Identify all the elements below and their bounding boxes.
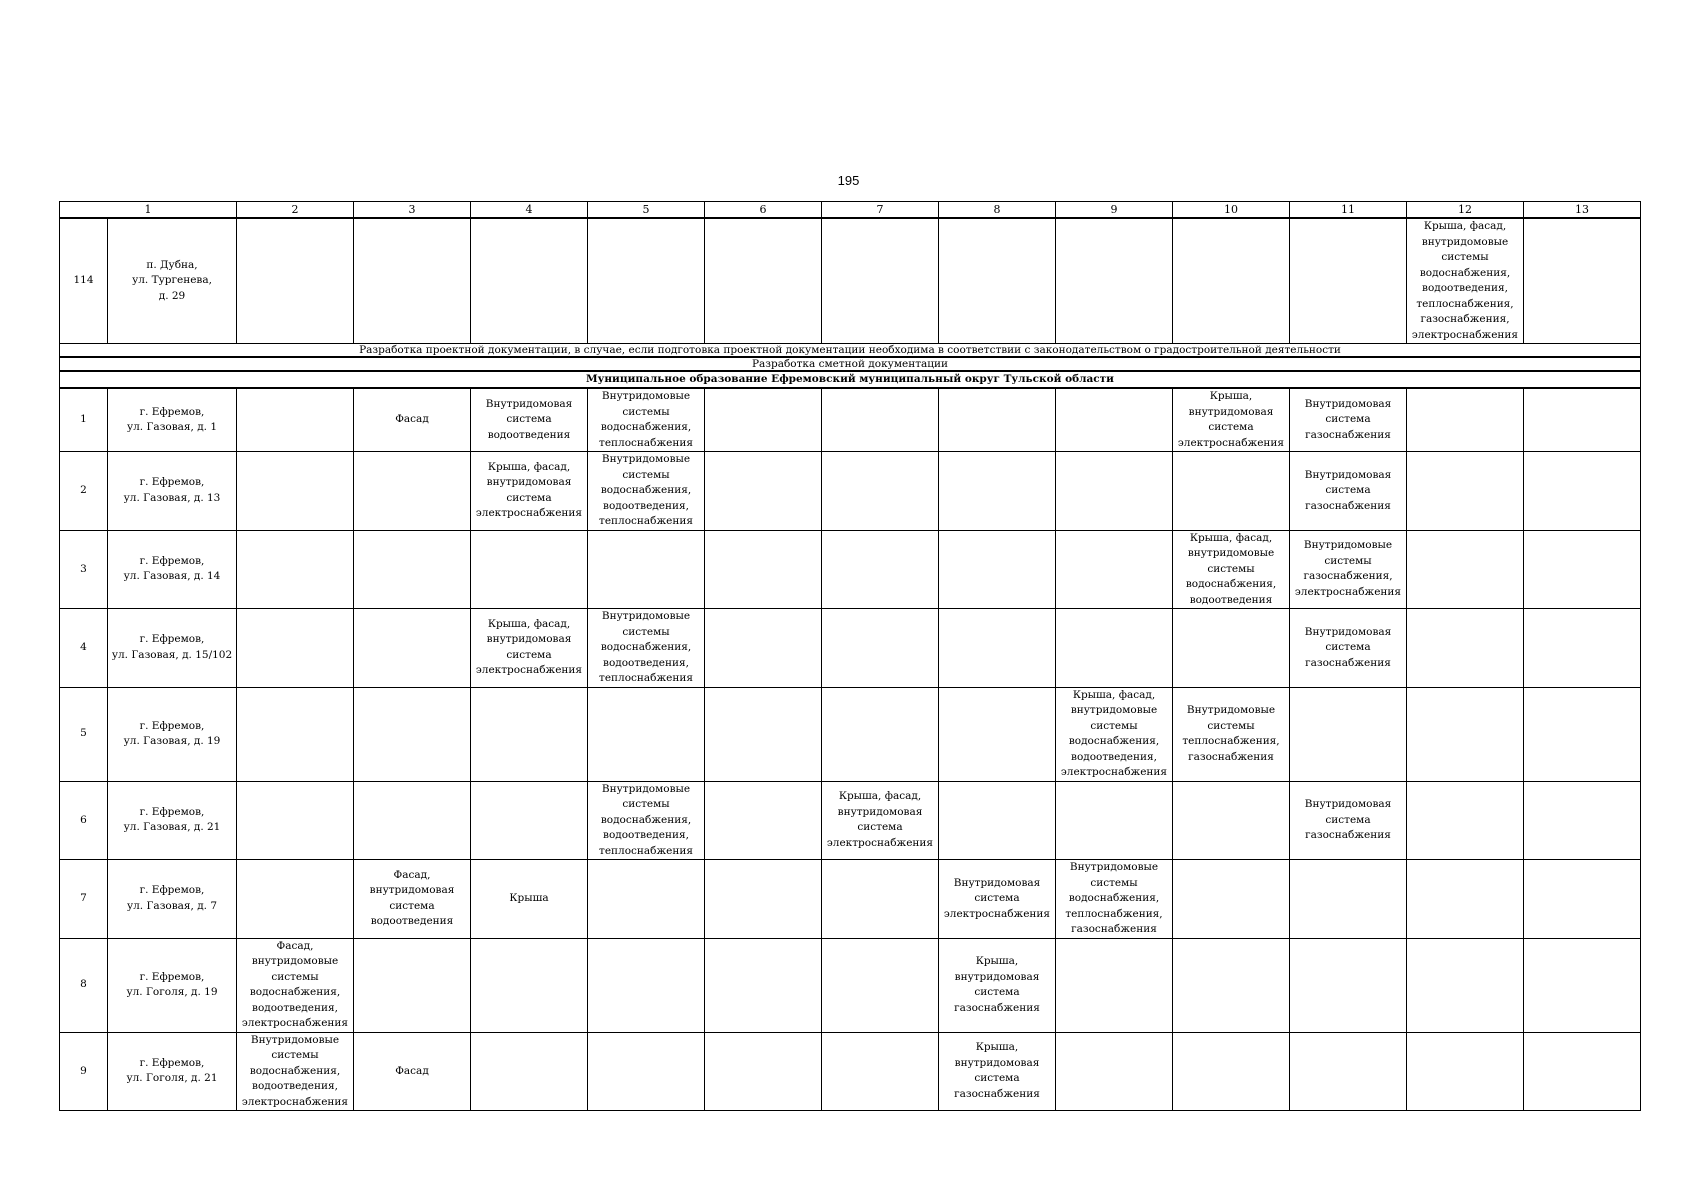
address-cell	[108, 388, 237, 452]
work-cell-col-13	[1524, 860, 1641, 939]
column-header-3: 3	[354, 202, 471, 219]
cell-text: Крыша, фасад, внутридомовая система электроснабжения	[475, 617, 583, 677]
row-number: 8	[60, 938, 108, 1032]
cell-text: г. Ефремов, ул. Газовая, д. 1	[126, 405, 218, 433]
cell-text: г. Ефремов, ул. Газовая, д. 15/102	[111, 633, 233, 661]
table-row	[60, 609, 1641, 688]
work-cell-col-11	[1290, 218, 1407, 344]
work-cell-col-6	[705, 218, 822, 344]
work-cell-col-12	[1407, 452, 1524, 531]
work-cell-col-2	[237, 1032, 354, 1111]
cell-text: Фасад, внутридомовые системы водоснабжения, водоотведения, электроснабжения	[241, 939, 349, 1029]
work-cell-col-3	[354, 1032, 471, 1111]
work-cell-col-6	[705, 938, 822, 1032]
work-cell-col-13	[1524, 781, 1641, 860]
work-cell-col-8	[939, 452, 1056, 531]
work-cell-col-2	[237, 388, 354, 452]
address-cell	[108, 781, 237, 860]
page-number: 195	[837, 173, 860, 188]
work-cell-col-9	[1056, 218, 1173, 344]
work-cell-col-10	[1173, 388, 1290, 452]
work-cell-col-6	[705, 530, 822, 609]
column-header-13: 13	[1524, 202, 1641, 219]
work-cell-col-3	[354, 687, 471, 781]
work-cell-col-5	[588, 860, 705, 939]
address-cell	[108, 218, 237, 344]
work-cell-col-4	[471, 609, 588, 688]
work-cell-col-9	[1056, 530, 1173, 609]
work-cell-col-11	[1290, 938, 1407, 1032]
work-cell-col-12	[1407, 860, 1524, 939]
column-header-8: 8	[939, 202, 1056, 219]
cell-text: Внутридомовые системы газоснабжения, электроснабжения	[1294, 539, 1402, 598]
work-cell-col-4	[471, 938, 588, 1032]
work-cell-col-3	[354, 609, 471, 688]
table-row-114	[60, 218, 1641, 344]
work-cell-col-13	[1524, 452, 1641, 531]
cell-text: Внутридомовые системы водоснабжения, водоотведения, теплоснабжения	[599, 782, 693, 857]
work-cell-col-10	[1173, 781, 1290, 860]
cell-text: Внутридомовые системы водоснабжения, водоотведения, теплоснабжения	[599, 610, 693, 684]
work-cell-col-10	[1173, 687, 1290, 781]
work-cell-col-2	[237, 860, 354, 939]
table-row	[60, 860, 1641, 939]
cell-text: Внутридомовые системы водоснабжения, теплоснабжения	[599, 390, 693, 449]
row-number: 5	[60, 687, 108, 781]
work-cell-col-8	[939, 218, 1056, 344]
work-cell-col-13	[1524, 687, 1641, 781]
address-cell	[108, 938, 237, 1032]
work-cell-col-11	[1290, 1032, 1407, 1111]
work-cell-col-8	[939, 388, 1056, 452]
cell-text: Внутридомовые системы водоснабжения, водоотведения, электроснабжения	[241, 1033, 349, 1108]
work-cell-col-11	[1290, 687, 1407, 781]
work-cell-col-11	[1290, 452, 1407, 531]
work-cell-col-6	[705, 388, 822, 452]
section-design-documentation	[60, 344, 1641, 358]
work-cell-col-5	[588, 687, 705, 781]
work-cell-col-2	[237, 781, 354, 860]
work-cell-col-11	[1290, 860, 1407, 939]
work-cell-col-4	[471, 781, 588, 860]
cell-text: г. Ефремов, ул. Газовая, д. 7	[126, 884, 218, 912]
work-cell-col-6	[705, 860, 822, 939]
column-header-2: 2	[237, 202, 354, 219]
work-cell-col-7	[822, 452, 939, 531]
column-header-10: 10	[1173, 202, 1290, 219]
cell-text: Фасад, внутридомовая система водоотведения	[369, 868, 455, 928]
section-estimate-documentation-text: Разработка сметной документации	[60, 357, 1641, 371]
work-cell-col-7	[822, 781, 939, 860]
work-cell-col-9	[1056, 860, 1173, 939]
work-cell-col-8	[939, 1032, 1056, 1111]
column-header-9: 9	[1056, 202, 1173, 219]
cell-text: Внутридомовая система газоснабжения	[1304, 798, 1392, 841]
work-cell-col-6	[705, 452, 822, 531]
work-cell-col-8	[939, 530, 1056, 609]
work-cell-col-2	[237, 452, 354, 531]
work-cell-col-12	[1407, 609, 1524, 688]
address-cell	[108, 530, 237, 609]
cell-text: Внутридомовые системы теплоснабжения, газоснабжения	[1182, 704, 1280, 763]
work-cell-col-11	[1290, 781, 1407, 860]
cell-text: г. Ефремов, ул. Гоголя, д. 21	[126, 1056, 218, 1085]
cell-text: Крыша, фасад, внутридомовая система электроснабжения	[475, 460, 583, 520]
work-cell-col-10	[1173, 530, 1290, 609]
table-row	[60, 781, 1641, 860]
work-cell-col-2	[237, 938, 354, 1032]
work-cell-col-4	[471, 530, 588, 609]
cell-text: г. Ефремов, ул. Гоголя, д. 19	[126, 970, 218, 998]
column-header-row	[60, 202, 1641, 219]
work-cell-col-8	[939, 938, 1056, 1032]
table-body	[60, 202, 1641, 1111]
cell-text: г. Ефремов, ул. Газовая, д. 19	[123, 719, 221, 747]
capital-repair-plan-table	[59, 201, 1641, 1111]
cell-text: Крыша, внутридомовая система газоснабжения	[954, 955, 1040, 1014]
work-cell-col-4	[471, 218, 588, 344]
work-cell-col-9	[1056, 938, 1173, 1032]
work-cell-col-2	[237, 218, 354, 344]
work-cell-col-4	[471, 687, 588, 781]
column-header-11: 11	[1290, 202, 1407, 219]
work-cell-col-12	[1407, 388, 1524, 452]
cell-text: Внутридомовая система газоснабжения	[1304, 468, 1392, 512]
work-cell-col-7	[822, 530, 939, 609]
work-cell-col-9	[1056, 687, 1173, 781]
cell-text: Крыша, фасад, внутридомовые системы водоснабжения, водоотведения, электроснабжения	[1060, 688, 1168, 778]
column-header-7: 7	[822, 202, 939, 219]
table-row	[60, 530, 1641, 609]
cell-text: г. Ефремов, ул. Газовая, д. 14	[123, 554, 221, 583]
work-cell-col-7	[822, 938, 939, 1032]
work-cell-col-4	[471, 452, 588, 531]
section-municipality-title-text: Муниципальное образование Ефремовский муниципальный округ Тульской области	[60, 371, 1641, 388]
column-header-4: 4	[471, 202, 588, 219]
cell-text: Внутридомовая система газоснабжения	[1304, 397, 1392, 441]
work-cell-col-9	[1056, 781, 1173, 860]
work-cell-col-12	[1407, 530, 1524, 609]
work-cell-col-12	[1407, 938, 1524, 1032]
work-cell-col-12	[1407, 687, 1524, 781]
work-cell-col-6	[705, 781, 822, 860]
row-number: 6	[60, 781, 108, 860]
work-cell-col-10	[1173, 452, 1290, 531]
cell-text: Крыша, фасад, внутридомовые системы водоснабжения, водоотведения	[1185, 531, 1277, 606]
work-cell-col-3	[354, 452, 471, 531]
column-header-1: 1	[60, 202, 237, 219]
work-cell-col-6	[705, 609, 822, 688]
work-cell-col-13	[1524, 218, 1641, 344]
row-number: 4	[60, 609, 108, 688]
work-cell-col-13	[1524, 609, 1641, 688]
cell-text: Внутридомовые системы водоснабжения, водоотведения, теплоснабжения	[599, 453, 693, 527]
work-cell-col-6	[705, 1032, 822, 1111]
work-cell-col-9	[1056, 452, 1173, 531]
work-cell-col-11	[1290, 530, 1407, 609]
work-cell-col-10	[1173, 860, 1290, 939]
work-cell-col-5	[588, 530, 705, 609]
address-cell	[108, 1032, 237, 1111]
cell-text: Внутридомовая система газоснабжения	[1304, 625, 1392, 669]
work-cell-col-5	[588, 609, 705, 688]
work-cell-col-10	[1173, 218, 1290, 344]
work-cell-col-5	[588, 781, 705, 860]
cell-text: Фасад	[395, 413, 429, 426]
work-cell-col-7	[822, 1032, 939, 1111]
work-cell-col-7	[822, 860, 939, 939]
column-header-12: 12	[1407, 202, 1524, 219]
work-cell-col-13	[1524, 530, 1641, 609]
cell-text: г. Ефремов, ул. Газовая, д. 21	[123, 805, 221, 834]
table-row	[60, 388, 1641, 452]
section-design-documentation-text: Разработка проектной документации, в случае, если подготовка проектной документации необходима в соответствии с законодательством о градостроительной деятельности	[60, 344, 1641, 358]
cell-text: Фасад	[395, 1064, 429, 1077]
work-cell-col-3	[354, 388, 471, 452]
table-row	[60, 687, 1641, 781]
cell-text: Внутридомовые системы водоснабжения, теплоснабжения, газоснабжения	[1065, 861, 1163, 935]
column-header-6: 6	[705, 202, 822, 219]
work-cell-col-4	[471, 1032, 588, 1111]
cell-text: Крыша, фасад, внутридомовая система электроснабжения	[826, 790, 934, 849]
address-cell	[108, 452, 237, 531]
section-estimate-documentation	[60, 357, 1641, 371]
work-cell-col-12	[1407, 781, 1524, 860]
work-cell-col-6	[705, 687, 822, 781]
work-cell-col-5	[588, 938, 705, 1032]
table-row	[60, 938, 1641, 1032]
cell-text: Внутридомовая система электроснабжения	[943, 876, 1051, 920]
row-number: 2	[60, 452, 108, 531]
work-cell-col-12	[1407, 218, 1524, 344]
work-cell-col-8	[939, 609, 1056, 688]
work-cell-col-3	[354, 530, 471, 609]
work-cell-col-10	[1173, 1032, 1290, 1111]
row-number: 7	[60, 860, 108, 939]
work-cell-col-5	[588, 218, 705, 344]
work-cell-col-7	[822, 609, 939, 688]
work-cell-col-10	[1173, 938, 1290, 1032]
work-cell-col-2	[237, 687, 354, 781]
row-number: 1	[60, 388, 108, 452]
cell-text: Крыша, фасад, внутридомовые системы водоснабжения, водоотведения, теплоснабжения, газоснабжения, электроснабжения	[1411, 220, 1519, 341]
work-cell-col-11	[1290, 609, 1407, 688]
cell-text: Крыша, внутридомовая система газоснабжения	[954, 1041, 1040, 1100]
work-cell-col-8	[939, 781, 1056, 860]
work-cell-col-13	[1524, 938, 1641, 1032]
work-cell-col-9	[1056, 388, 1173, 452]
work-cell-col-7	[822, 218, 939, 344]
work-cell-col-5	[588, 388, 705, 452]
work-cell-col-9	[1056, 1032, 1173, 1111]
work-cell-col-5	[588, 452, 705, 531]
section-municipality-title	[60, 371, 1641, 388]
work-cell-col-13	[1524, 1032, 1641, 1111]
work-cell-col-4	[471, 388, 588, 452]
work-cell-col-3	[354, 860, 471, 939]
cell-text: Крыша, внутридомовая система электроснабжения	[1177, 390, 1285, 449]
address-cell	[108, 860, 237, 939]
work-cell-col-8	[939, 687, 1056, 781]
row-number: 9	[60, 1032, 108, 1111]
work-cell-col-8	[939, 860, 1056, 939]
work-cell-col-2	[237, 609, 354, 688]
cell-text: Крыша	[509, 892, 549, 904]
work-cell-col-2	[237, 530, 354, 609]
work-cell-col-12	[1407, 1032, 1524, 1111]
work-cell-col-13	[1524, 388, 1641, 452]
table-row	[60, 1032, 1641, 1111]
work-cell-col-7	[822, 687, 939, 781]
work-cell-col-5	[588, 1032, 705, 1111]
work-cell-col-10	[1173, 609, 1290, 688]
row-number: 3	[60, 530, 108, 609]
cell-text: г. Ефремов, ул. Газовая, д. 13	[123, 476, 221, 504]
address-cell	[108, 687, 237, 781]
address-cell	[108, 609, 237, 688]
work-cell-col-11	[1290, 388, 1407, 452]
work-cell-col-4	[471, 860, 588, 939]
cell-text: п. Дубна, ул. Тургенева, д. 29	[132, 258, 212, 302]
work-cell-col-9	[1056, 609, 1173, 688]
column-header-5: 5	[588, 202, 705, 219]
work-cell-col-3	[354, 938, 471, 1032]
row-number: 114	[60, 218, 108, 344]
work-cell-col-7	[822, 388, 939, 452]
cell-text: Внутридомовая система водоотведения	[485, 397, 573, 441]
work-cell-col-3	[354, 218, 471, 344]
work-cell-col-3	[354, 781, 471, 860]
table-row	[60, 452, 1641, 531]
